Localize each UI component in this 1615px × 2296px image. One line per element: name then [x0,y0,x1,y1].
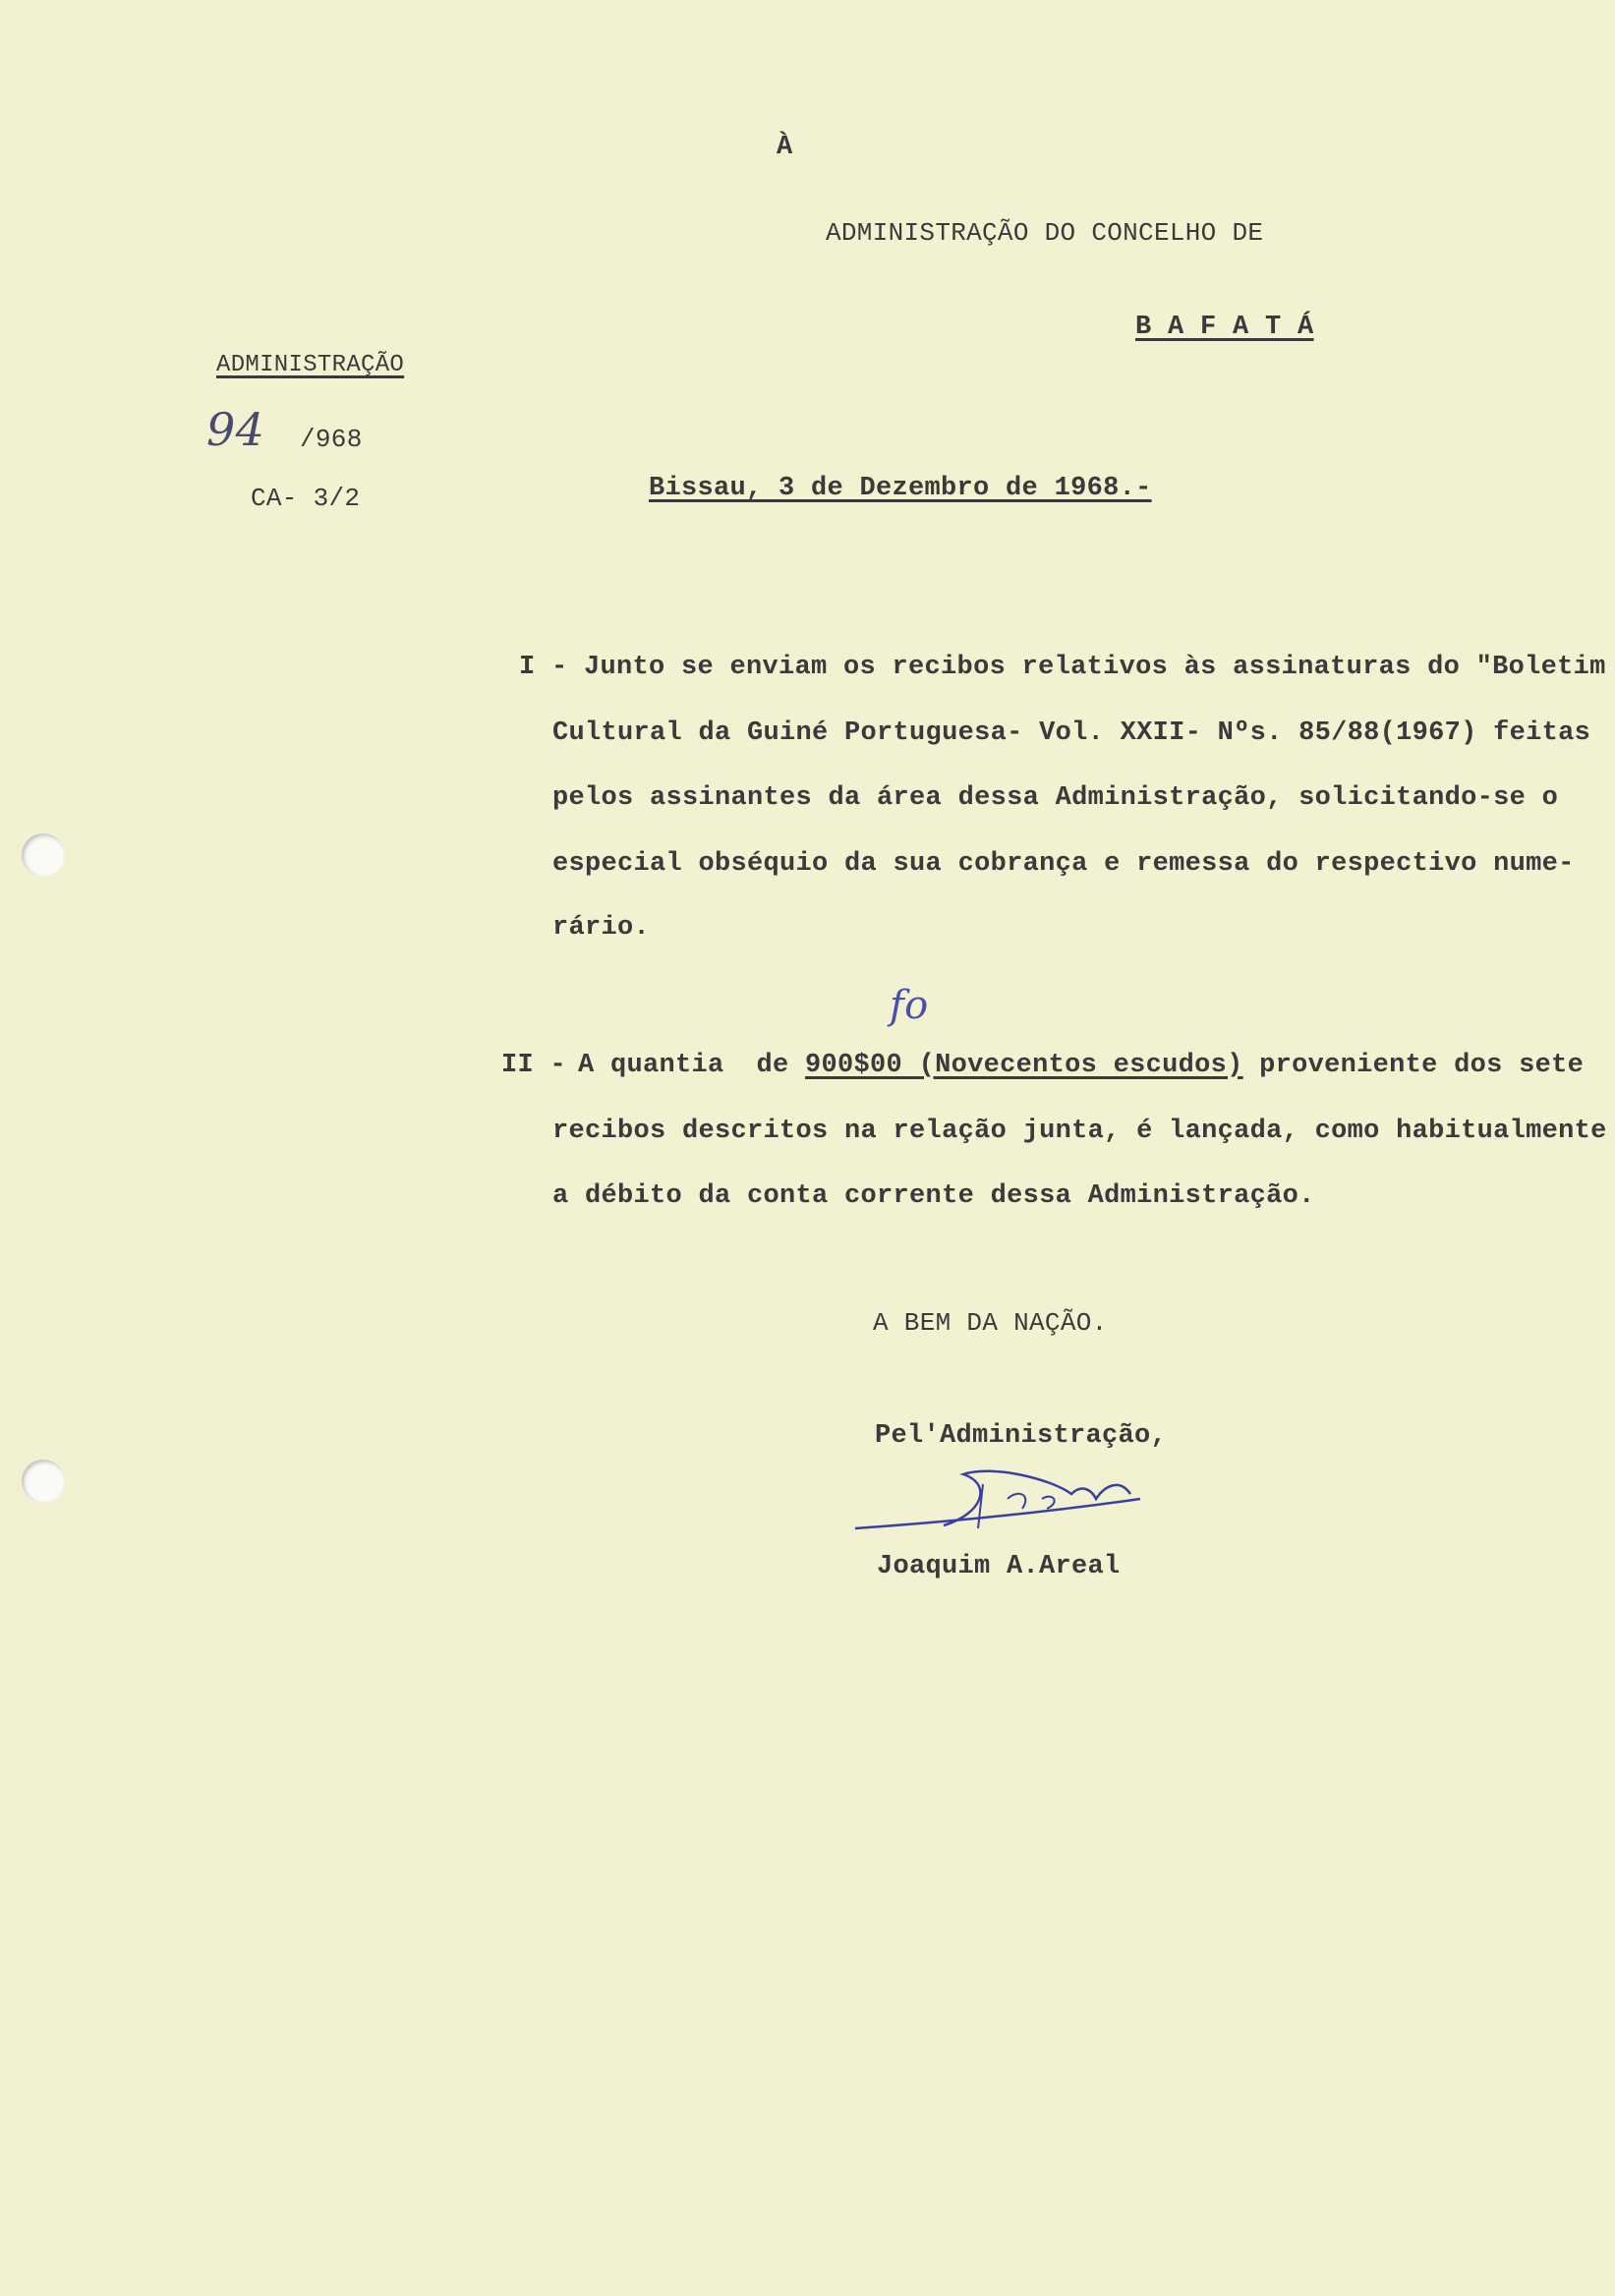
amount-prefix: A quantia de [578,1051,806,1080]
signatory-name: Joaquim A.Areal [877,1552,1121,1581]
paragraph-line: Cultural da Guiné Portuguesa- Vol. XXII- Nºs. 85/88(1967) feitas [552,718,1591,748]
reference-number-handwritten: 94 [206,403,265,456]
reference-office: ADMINISTRAÇÃO [216,352,405,378]
signature [845,1455,1160,1553]
paragraph-line: Junto se enviam os recibos relativos às assinaturas do "Boletim [584,653,1606,682]
reference-year: /968 [300,425,363,454]
amount-suffix: proveniente dos sete [1242,1051,1585,1080]
punch-hole [22,833,65,877]
punch-hole [22,1460,65,1503]
paragraph-line: especial obséquio da sua cobrança e remessa do respectivo nume- [552,849,1575,879]
salutation: A BEM DA NAÇÃO. [873,1308,1108,1338]
paragraph-line: pelos assinantes da área dessa Administração, solicitando-se o [552,783,1559,813]
paragraph-numeral: II - [501,1051,567,1080]
date-line: Bissau, 3 de Dezembro de 1968.- [649,474,1152,503]
paragraph-numeral: I - [519,653,568,682]
paragraph-line [578,1051,1584,1080]
addressee: ADMINISTRAÇÃO DO CONCELHO DE [826,218,1264,248]
paragraph-line: a débito da conta corrente dessa Administração. [552,1181,1315,1211]
handwritten-annotation: fo [890,983,929,1028]
paragraph-line: recibos descritos na relação junta, é lançada, como habitualmente [552,1117,1607,1146]
paragraph-line: rário. [552,913,651,943]
addressee-place: B A F A T Á [1135,313,1314,342]
addressee-prefix: À [777,133,793,162]
reference-code: CA- 3/2 [251,484,361,513]
amount: 900$00 (Novecentos escudos) [805,1051,1243,1080]
on-behalf: Pel'Administração, [875,1421,1168,1451]
